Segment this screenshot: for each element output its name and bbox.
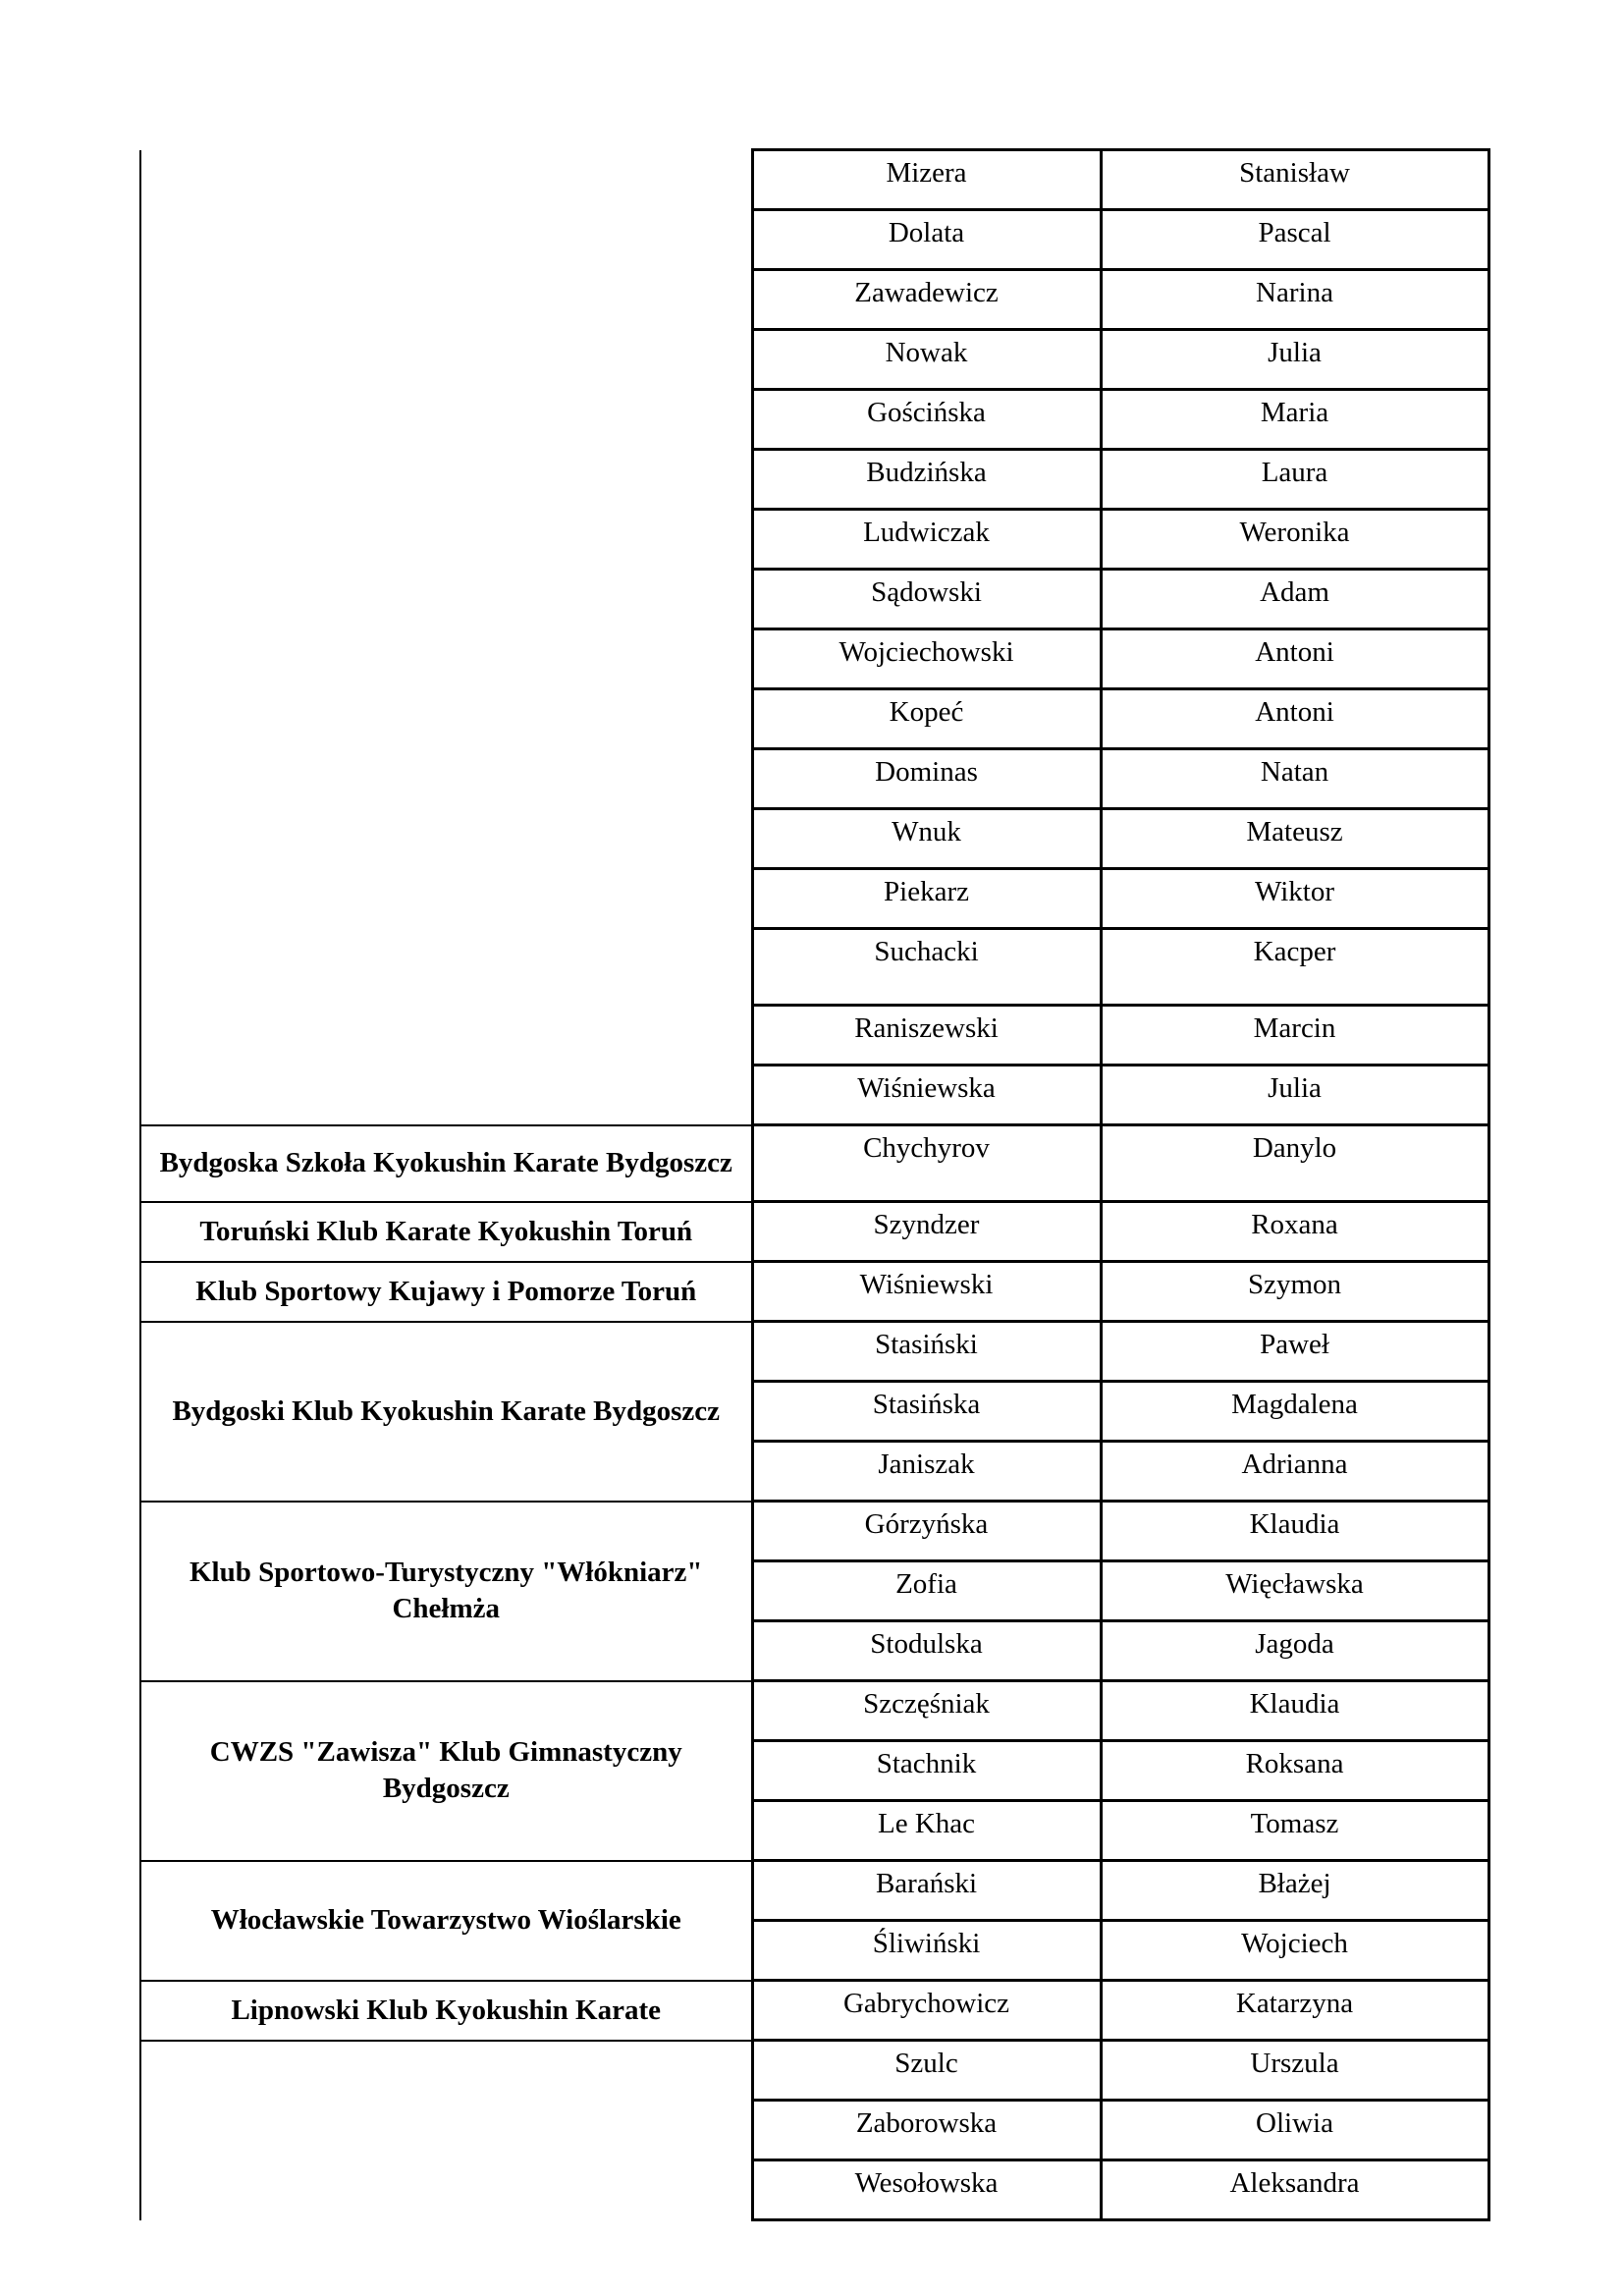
first-name-cell: Oliwia xyxy=(1101,2101,1488,2160)
first-name-cell: Roksana xyxy=(1101,1741,1488,1801)
club-name-cell: Bydgoski Klub Kyokushin Karate Bydgoszcz xyxy=(140,1322,752,1502)
first-name-cell: Julia xyxy=(1101,1066,1488,1125)
table-row xyxy=(140,1981,1488,2041)
first-name-cell: Weronika xyxy=(1101,510,1488,570)
surname-cell: Szyndzer xyxy=(752,1202,1101,1262)
club-name-cell: CWZS "Zawisza" Klub Gimnastyczny Bydgoszcz xyxy=(140,1681,752,1861)
first-name-cell: Urszula xyxy=(1101,2041,1488,2101)
first-name-cell: Wiktor xyxy=(1101,869,1488,929)
surname-cell: Szczęśniak xyxy=(752,1681,1101,1741)
participants-table xyxy=(139,148,1490,2221)
first-name-cell: Aleksandra xyxy=(1101,2160,1488,2220)
surname-cell: Śliwiński xyxy=(752,1921,1101,1981)
first-name-cell: Antoni xyxy=(1101,689,1488,749)
first-name-cell: Paweł xyxy=(1101,1322,1488,1382)
surname-cell: Zofia xyxy=(752,1561,1101,1621)
surname-cell: Mizera xyxy=(752,150,1101,210)
club-cell-empty xyxy=(140,2041,752,2220)
surname-cell: Suchacki xyxy=(752,929,1101,1006)
surname-cell: Stachnik xyxy=(752,1741,1101,1801)
club-cell-empty xyxy=(140,150,752,1125)
table-row xyxy=(140,1322,1488,1382)
club-name-cell: Toruński Klub Karate Kyokushin Toruń xyxy=(140,1202,752,1262)
surname-cell: Wnuk xyxy=(752,809,1101,869)
first-name-cell: Danylo xyxy=(1101,1125,1488,1202)
surname-cell: Janiszak xyxy=(752,1442,1101,1502)
club-name-cell: Bydgoska Szkoła Kyokushin Karate Bydgoszcz xyxy=(140,1125,752,1202)
table-row xyxy=(140,1861,1488,1921)
surname-cell: Budzińska xyxy=(752,450,1101,510)
surname-cell: Wiśniewska xyxy=(752,1066,1101,1125)
first-name-cell: Adam xyxy=(1101,570,1488,629)
first-name-cell: Adrianna xyxy=(1101,1442,1488,1502)
first-name-cell: Antoni xyxy=(1101,629,1488,689)
surname-cell: Stodulska xyxy=(752,1621,1101,1681)
club-name-cell: Włocławskie Towarzystwo Wioślarskie xyxy=(140,1861,752,1981)
surname-cell: Zawadewicz xyxy=(752,270,1101,330)
surname-cell: Górzyńska xyxy=(752,1502,1101,1561)
first-name-cell: Maria xyxy=(1101,390,1488,450)
first-name-cell: Kacper xyxy=(1101,929,1488,1006)
first-name-cell: Tomasz xyxy=(1101,1801,1488,1861)
first-name-cell: Klaudia xyxy=(1101,1502,1488,1561)
surname-cell: Barański xyxy=(752,1861,1101,1921)
first-name-cell: Roxana xyxy=(1101,1202,1488,1262)
club-name-cell: Klub Sportowo-Turystyczny "Włókniarz" Chełmża xyxy=(140,1502,752,1681)
first-name-cell: Natan xyxy=(1101,749,1488,809)
first-name-cell: Stanisław xyxy=(1101,150,1488,210)
surname-cell: Ludwiczak xyxy=(752,510,1101,570)
first-name-cell: Mateusz xyxy=(1101,809,1488,869)
surname-cell: Stasiński xyxy=(752,1322,1101,1382)
surname-cell: Le Khac xyxy=(752,1801,1101,1861)
club-name-cell: Lipnowski Klub Kyokushin Karate xyxy=(140,1981,752,2041)
table-row xyxy=(140,1202,1488,1262)
first-name-cell: Marcin xyxy=(1101,1006,1488,1066)
first-name-cell: Więcławska xyxy=(1101,1561,1488,1621)
club-name-cell: Klub Sportowy Kujawy i Pomorze Toruń xyxy=(140,1262,752,1322)
surname-cell: Chychyrov xyxy=(752,1125,1101,1202)
surname-cell: Stasińska xyxy=(752,1382,1101,1442)
first-name-cell: Wojciech xyxy=(1101,1921,1488,1981)
first-name-cell: Jagoda xyxy=(1101,1621,1488,1681)
surname-cell: Kopeć xyxy=(752,689,1101,749)
surname-cell: Piekarz xyxy=(752,869,1101,929)
first-name-cell: Błażej xyxy=(1101,1861,1488,1921)
surname-cell: Zaborowska xyxy=(752,2101,1101,2160)
table-row xyxy=(140,1502,1488,1561)
first-name-cell: Laura xyxy=(1101,450,1488,510)
surname-cell: Dominas xyxy=(752,749,1101,809)
first-name-cell: Julia xyxy=(1101,330,1488,390)
surname-cell: Sądowski xyxy=(752,570,1101,629)
first-name-cell: Magdalena xyxy=(1101,1382,1488,1442)
table-row xyxy=(140,1262,1488,1322)
first-name-cell: Pascal xyxy=(1101,210,1488,270)
surname-cell: Nowak xyxy=(752,330,1101,390)
table-row xyxy=(140,2041,1488,2101)
surname-cell: Wesołowska xyxy=(752,2160,1101,2220)
surname-cell: Szulc xyxy=(752,2041,1101,2101)
table-row xyxy=(140,1681,1488,1741)
table-row xyxy=(140,150,1488,210)
surname-cell: Gabrychowicz xyxy=(752,1981,1101,2041)
surname-cell: Gościńska xyxy=(752,390,1101,450)
first-name-cell: Katarzyna xyxy=(1101,1981,1488,2041)
first-name-cell: Szymon xyxy=(1101,1262,1488,1322)
surname-cell: Wiśniewski xyxy=(752,1262,1101,1322)
surname-cell: Raniszewski xyxy=(752,1006,1101,1066)
surname-cell: Dolata xyxy=(752,210,1101,270)
first-name-cell: Narina xyxy=(1101,270,1488,330)
surname-cell: Wojciechowski xyxy=(752,629,1101,689)
first-name-cell: Klaudia xyxy=(1101,1681,1488,1741)
table-row xyxy=(140,1125,1488,1202)
